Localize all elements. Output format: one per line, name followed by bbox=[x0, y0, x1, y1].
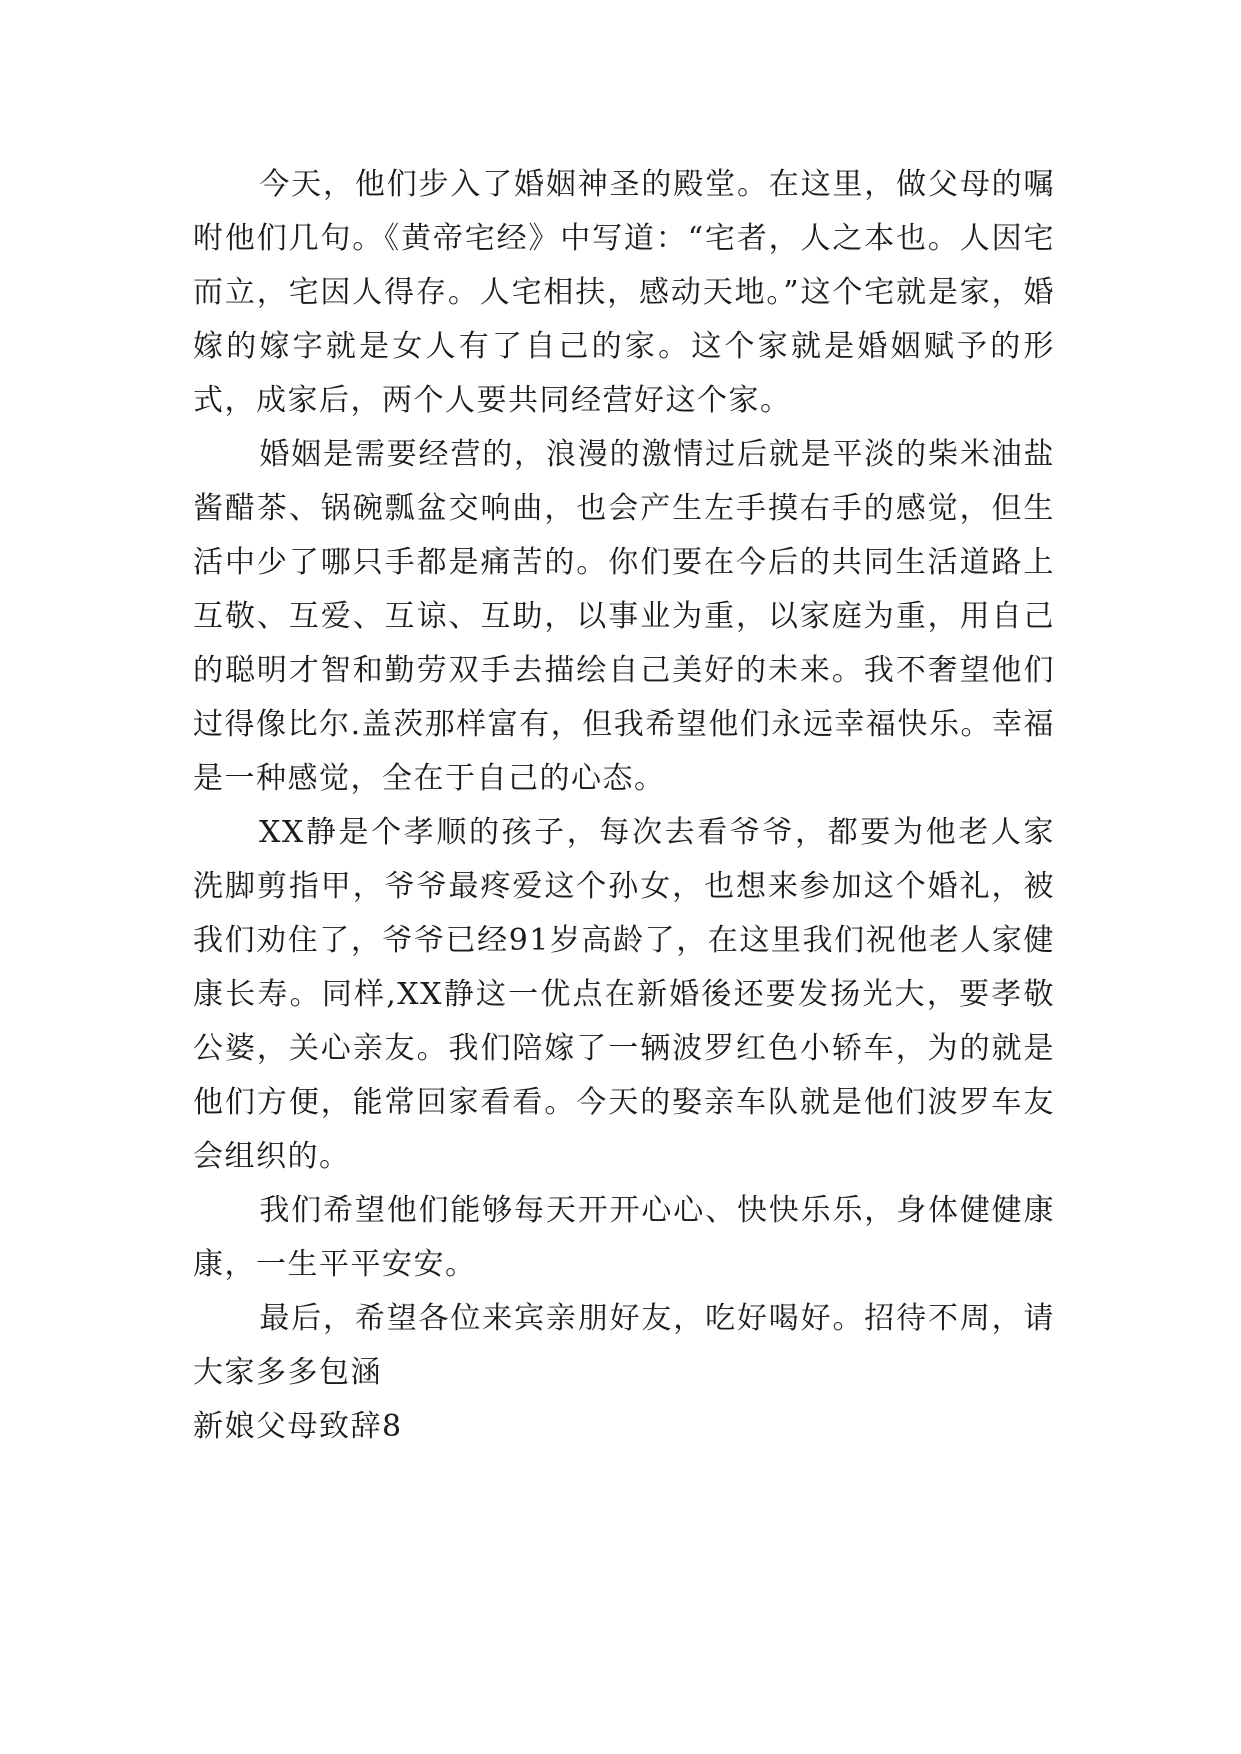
paragraph-text: 婚姻是需要经营的，浪漫的激情过后就是平淡的柴米油盐酱醋茶、锅碗瓢盆交响曲，也会产生左手摸右手的感觉，但生活中少了哪只手都是痛苦的。你们要在今后的共同生活道路上互敬、互爱、互谅、互助，以事业为重，以家庭为重，用自己的聪明才智和勤劳双手去描绘自己美好的未来。我不奢望他们过得像比尔.盖茨那样富有，但我希望他们永远幸福快乐。幸福是一种感觉，全在于自己的心态。 bbox=[193, 437, 1055, 796]
body-paragraph-2 bbox=[193, 428, 1055, 806]
section-heading: 新娘父母致辞8 bbox=[193, 1409, 403, 1444]
paragraph-text: 今天，他们步入了婚姻神圣的殿堂。在这里，做父母的嘱咐他们几句。《黄帝宅经》中写道：“宅者，人之本也。人因宅而立，宅因人得存。人宅相扶，感动天地。”这个宅就是家，婚嫁的嫁字就是女人有了自己的家。这个家就是婚姻赋予的形式，成家后，两个人要共同经营好这个家。 bbox=[193, 167, 1055, 418]
body-paragraph-3 bbox=[193, 806, 1055, 1184]
body-paragraph-4 bbox=[193, 1184, 1055, 1292]
paragraph-text: 最后，希望各位来宾亲朋好友，吃好喝好。招待不周，请大家多多包涵 bbox=[193, 1301, 1055, 1390]
document-page bbox=[193, 158, 1055, 1454]
paragraph-text: XX静是个孝顺的孩子，每次去看爷爷，都要为他老人家洗脚剪指甲，爷爷最疼爱这个孙女，也想来参加这个婚礼，被我们劝住了，爷爷已经91岁高龄了，在这里我们祝他老人家健康长寿。同样,XX静这一优点在新婚後还要发扬光大，要孝敬公婆，关心亲友。我们陪嫁了一辆波罗红色小轿车，为的就是他们方便，能常回家看看。今天的娶亲车队就是他们波罗车友会组织的。 bbox=[193, 815, 1055, 1174]
body-paragraph-1 bbox=[193, 158, 1055, 428]
body-paragraph-5 bbox=[193, 1292, 1055, 1400]
paragraph-text: 我们希望他们能够每天开开心心、快快乐乐，身体健健康康，一生平平安安。 bbox=[193, 1193, 1055, 1282]
